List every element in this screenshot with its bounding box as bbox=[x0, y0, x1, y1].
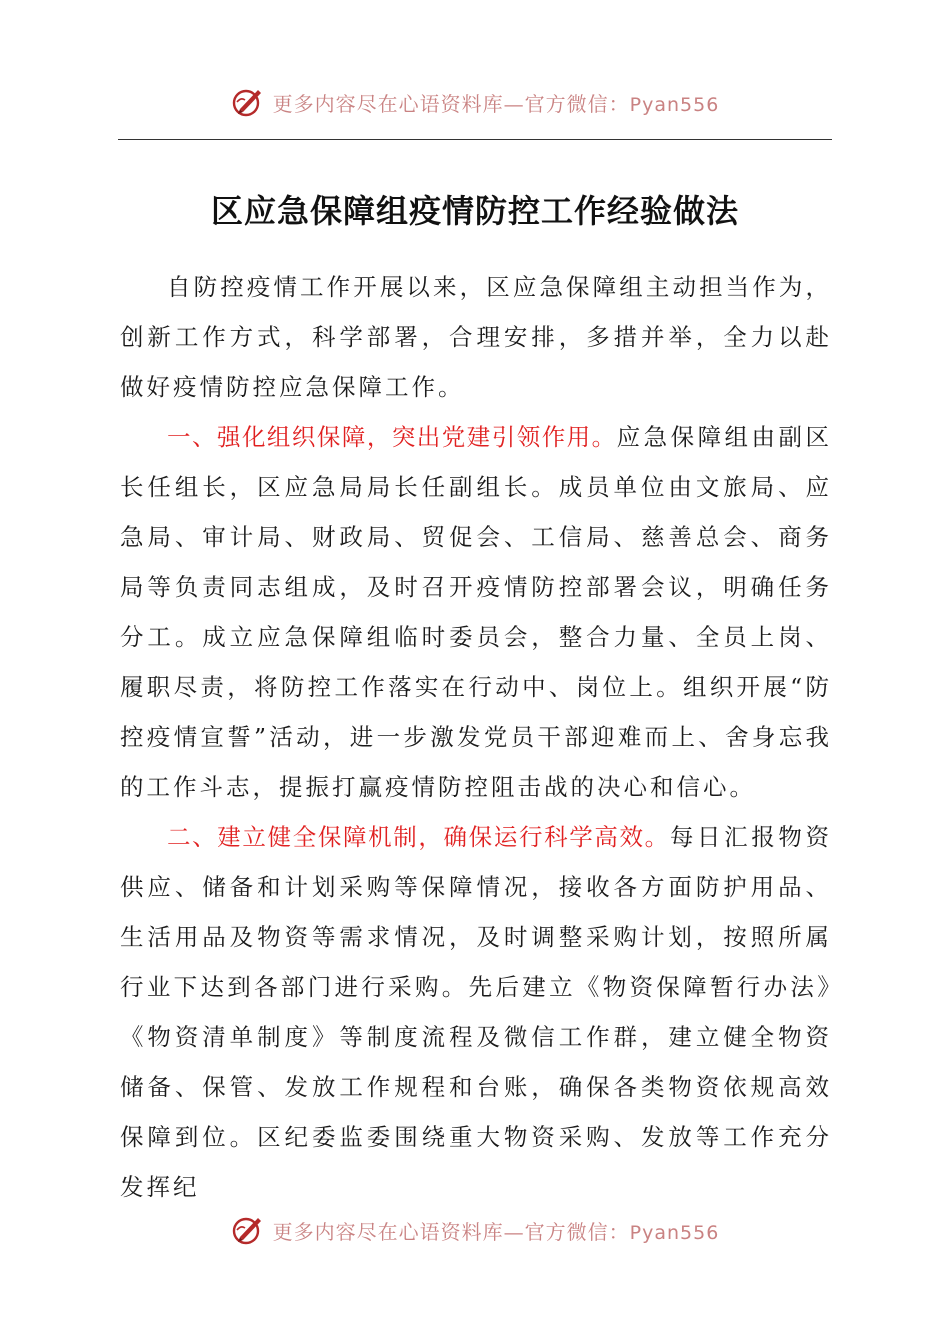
document-title: 区应急保障组疫情防控工作经验做法 bbox=[210, 192, 739, 230]
header-divider bbox=[118, 139, 832, 140]
section-paragraph-2 bbox=[120, 812, 832, 1212]
header-banner-text: 更多内容尽在心语资料库—官方微信：Pyan556 bbox=[272, 91, 720, 116]
document-body bbox=[120, 262, 832, 1212]
footer-banner-text: 更多内容尽在心语资料库—官方微信：Pyan556 bbox=[272, 1219, 720, 1244]
footer-banner bbox=[0, 1208, 950, 1252]
section-body-1: 应急保障组由副区长任组长，区应急局局长任副组长。成员单位由文旅局、应急局、审计局、财政局、贸促会、工信局、慈善总会、商务局等负责同志组成，及时召开疫情防控部署会议，明确任务分工。成立应急保障组临时委员会，整合力量、全员上岗、履职尽责，将防控工作落实在行动中、岗位上。组织开展“防控疫情宣誓”活动，进一步激发党员干部迎难而上、舍身忘我的工作斗志，提振打赢疫情防控阻击战的决心和信心。 bbox=[120, 423, 833, 801]
section-body-2: 每日汇报物资供应、储备和计划采购等保障情况，接收各方面防护用品、生活用品及物资等需求情况，及时调整采购计划，按照所属行业下达到各部门进行采购。先后建立《物资保障暂行办法》《物资清单制度》等制度流程及微信工作群，建立健全物资储备、保管、发放工作规程和台账，确保各类物资依规高效保障到位。区纪委监委围绕重大物资采购、发放等工作充分发挥纪 bbox=[120, 823, 833, 1201]
pen-circle-icon bbox=[231, 1213, 265, 1247]
section-paragraph-1 bbox=[120, 412, 832, 812]
intro-paragraph: 自防控疫情工作开展以来，区应急保障组主动担当作为，创新工作方式，科学部署，合理安排，多措并举，全力以赴做好疫情防控应急保障工作。 bbox=[120, 273, 832, 401]
section-heading-1: 一、强化组织保障，突出党建引领作用。 bbox=[167, 423, 617, 451]
header-wechat-id: Pyan556 bbox=[629, 93, 720, 116]
pen-circle-icon bbox=[231, 85, 265, 119]
header-banner bbox=[0, 80, 950, 124]
footer-wechat-id: Pyan556 bbox=[629, 1221, 720, 1244]
section-heading-2: 二、建立健全保障机制，确保运行科学高效。 bbox=[167, 823, 670, 851]
